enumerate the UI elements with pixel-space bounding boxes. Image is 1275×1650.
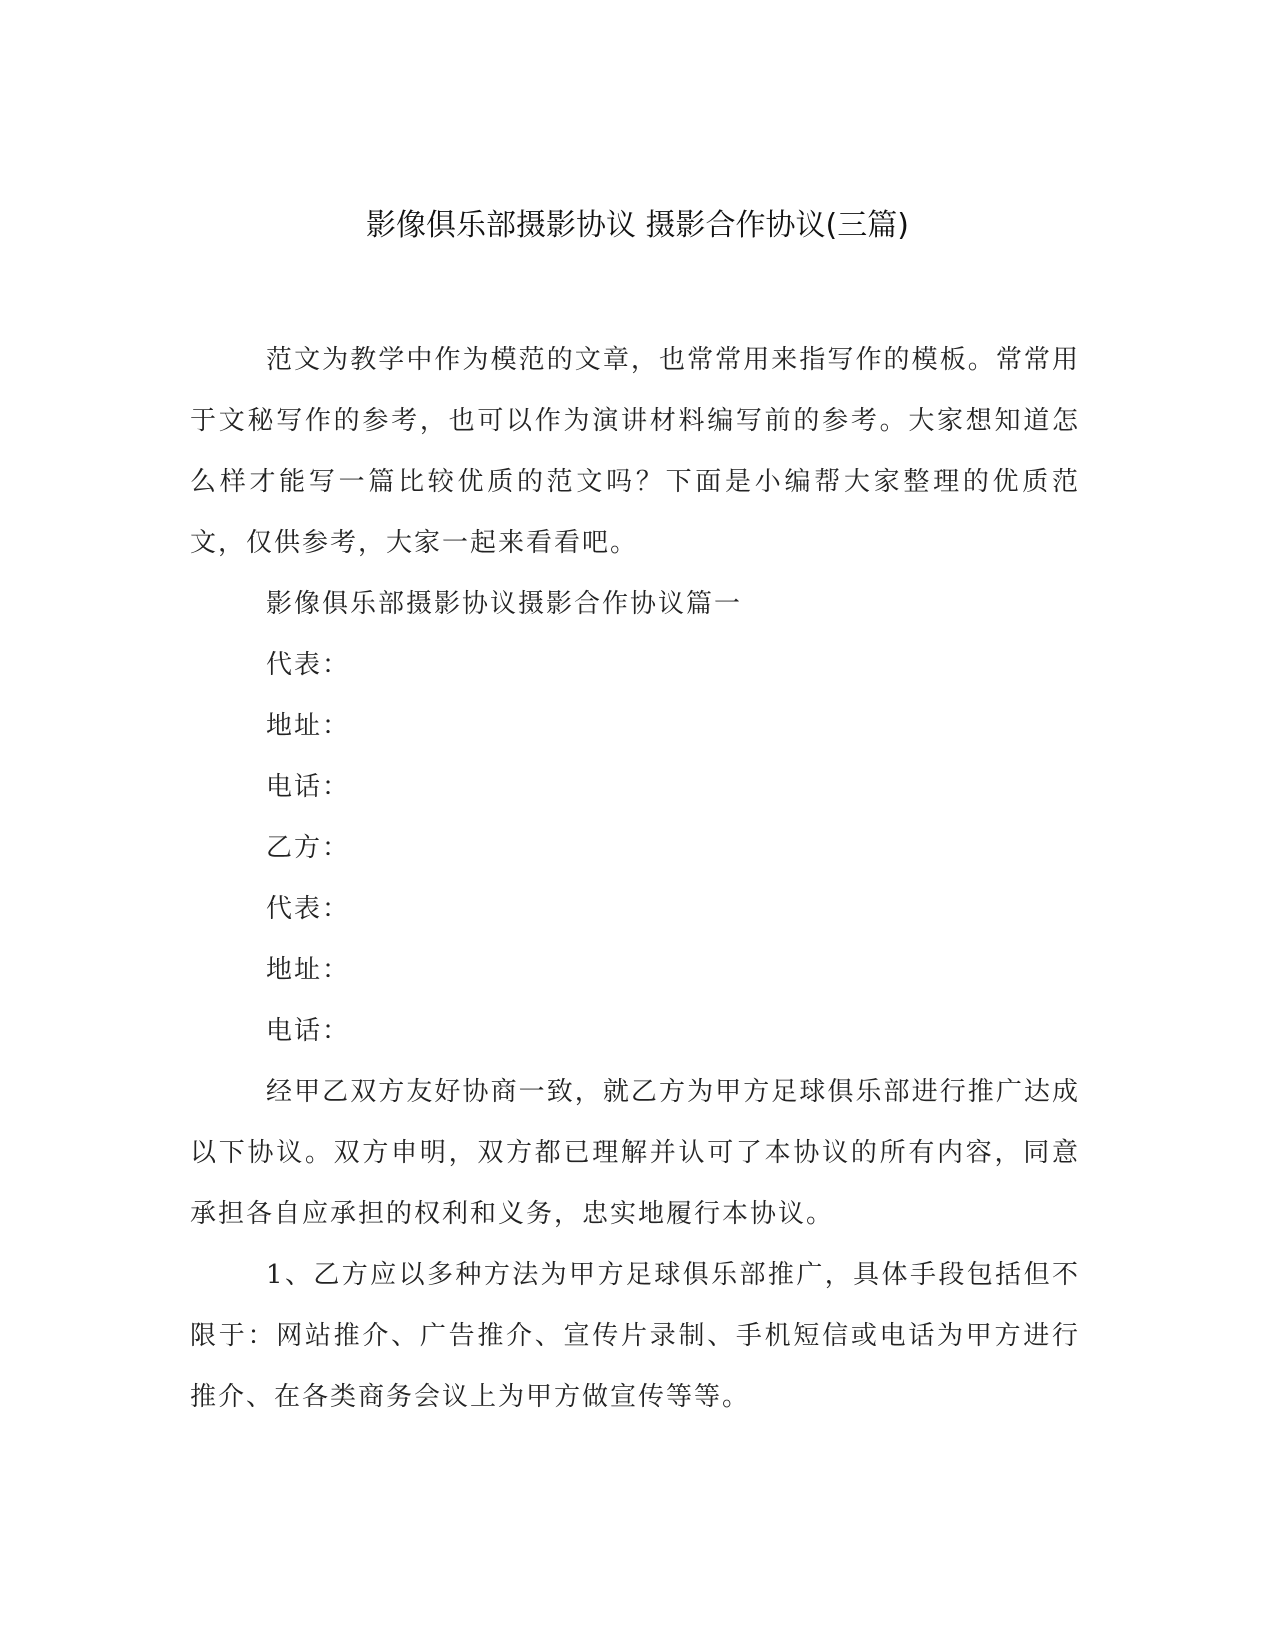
- party-b-representative: 代表：: [266, 894, 351, 924]
- agreement-preamble: 经甲乙双方友好协商一致，就乙方为甲方足球俱乐部进行推广达成以下协议。双方申明，双方都已理解并认可了本协议的所有内容，同意承担各自应承担的权利和义务，忠实地履行本协议。: [190, 1077, 1080, 1229]
- party-b-address: 地址：: [266, 955, 351, 985]
- party-a-representative: 代表：: [266, 650, 351, 680]
- party-b-phone: 电话：: [266, 1016, 351, 1046]
- clause-1: 1、乙方应以多种方法为甲方足球俱乐部推广，具体手段包括但不限于：网站推介、广告推介、宣传片录制、手机短信或电话为甲方进行推介、在各类商务会议上为甲方做宣传等等。: [190, 1260, 1080, 1412]
- party-b-label: 乙方：: [266, 833, 351, 863]
- party-a-phone: 电话：: [266, 772, 351, 802]
- document-body: [190, 330, 1080, 1428]
- document-title: 影像俱乐部摄影协议 摄影合作协议(三篇): [366, 208, 909, 243]
- intro-paragraph: 范文为教学中作为模范的文章，也常常用来指写作的模板。常常用于文秘写作的参考，也可以作为演讲材料编写前的参考。大家想知道怎么样才能写一篇比较优质的范文吗？下面是小编帮大家整理的优质范文，仅供参考，大家一起来看看吧。: [190, 345, 1080, 558]
- section-heading: 影像俱乐部摄影协议摄影合作协议篇一: [266, 589, 743, 619]
- party-a-address: 地址：: [266, 711, 351, 741]
